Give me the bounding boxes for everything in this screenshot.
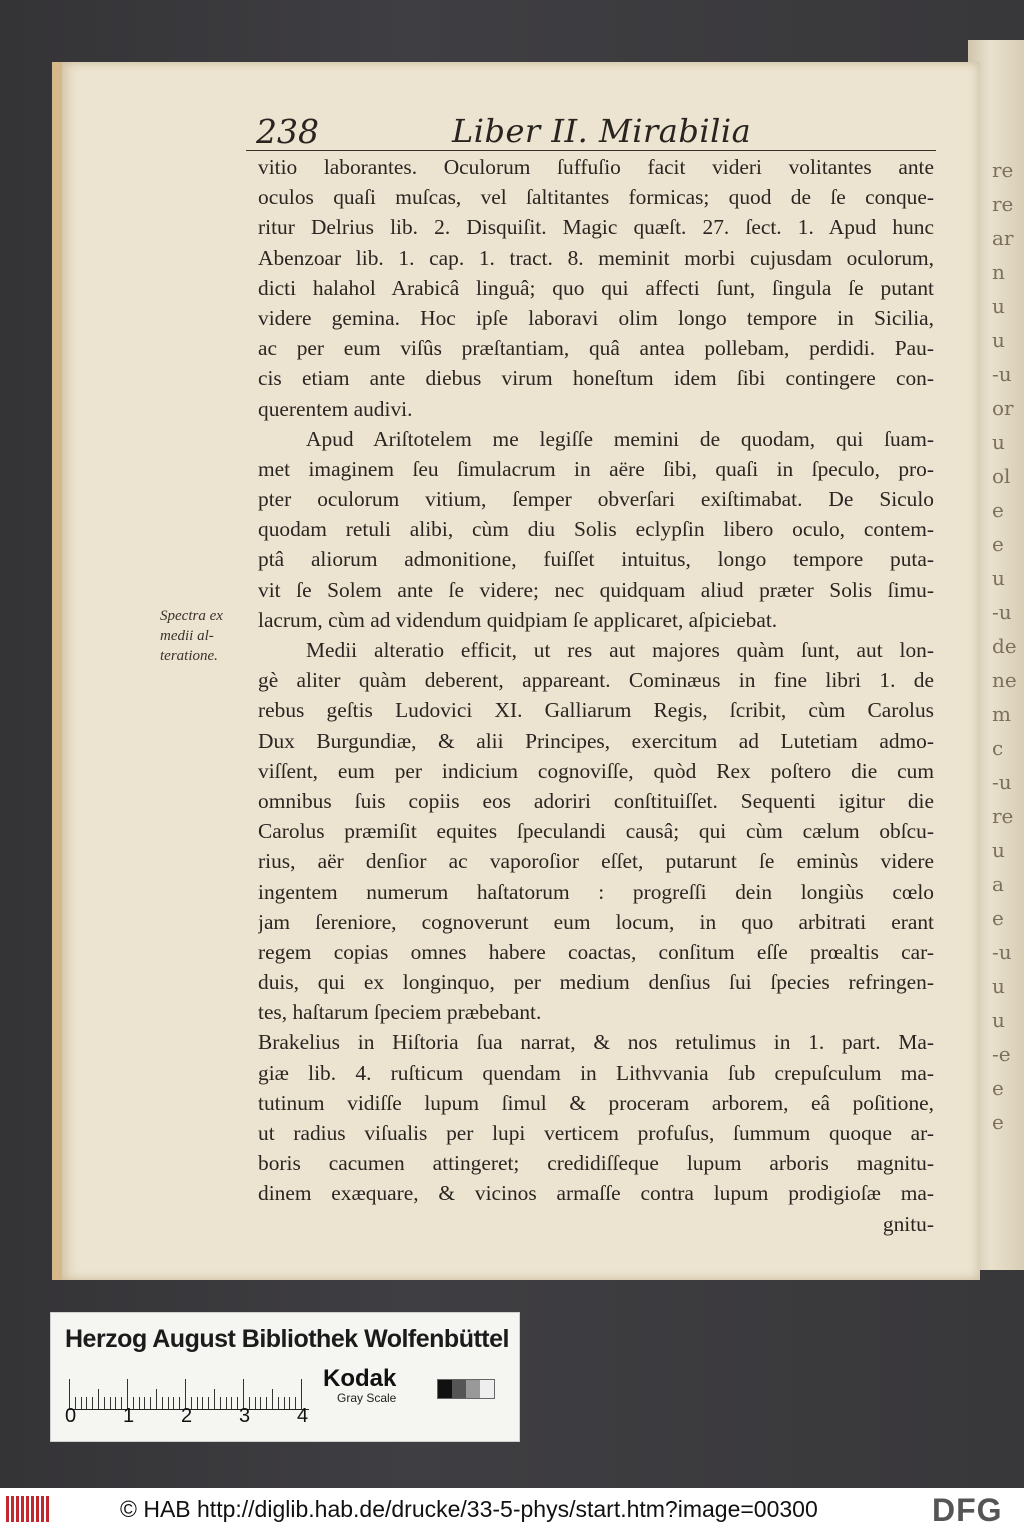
facing-page-fragment: m — [992, 702, 1011, 726]
text-line: videre gemina. Hoc ipſe laboravi olim longo tempore in Sicilia, — [258, 305, 934, 330]
text-line: Dux Burgundiæ, & alii Principes, exercitum ad Lutetiam admo- — [258, 728, 934, 753]
text-line: Abenzoar lib. 1. cap. 1. tract. 8. meminit morbi cujusdam oculorum, — [258, 245, 934, 270]
facing-page-fragment: ol — [992, 464, 1011, 488]
facing-page-fragment: de — [992, 634, 1017, 658]
text-line: ut radius viſualis per lupi verticem profuſus, ſummum quoque ar- — [258, 1121, 934, 1145]
facing-page-fragment: ar — [992, 226, 1014, 250]
text-line: Apud Ariſtotelem me legiſſe memini de quodam, qui ſuam- — [306, 426, 934, 451]
ruler-tick — [139, 1397, 140, 1409]
facing-page-fragment: -u — [992, 940, 1012, 964]
facing-page-fragment: -e — [992, 1042, 1011, 1066]
ruler-tick — [202, 1397, 203, 1409]
facing-page-fragment: n — [992, 260, 1005, 284]
facing-page-fragment: c — [992, 736, 1004, 760]
text-line: gnitu- — [882, 1211, 934, 1236]
facing-page-fragment: u — [992, 328, 1005, 352]
text-line: oculos quaſi muſcas, vel ſaltitantes formicas; quod de ſe conque- — [258, 185, 934, 210]
facing-page-fragment: -u — [992, 362, 1012, 386]
text-line: rius, aër denſior ac vaporoſior eſſet, putarunt ſe eminùs videre — [258, 849, 934, 874]
dfg-logo: DFG — [932, 1492, 1003, 1528]
text-line: tes, haſtarum ſpeciem præbebant. — [258, 1000, 542, 1025]
ruler-tick — [197, 1397, 198, 1409]
ruler-tick — [104, 1397, 105, 1409]
body-text — [258, 152, 934, 1239]
facing-page-fragment: e — [992, 1076, 1004, 1100]
copyright-link[interactable]: © HAB http://diglib.hab.de/drucke/33-5-phys/start.htm?image=00300 — [120, 1496, 818, 1522]
ruler-tick — [156, 1389, 157, 1409]
ruler-tick — [162, 1397, 163, 1409]
margin-note — [160, 606, 252, 666]
ruler-tick — [86, 1397, 87, 1409]
ruler-tick — [92, 1397, 93, 1409]
ruler-tick — [289, 1397, 290, 1409]
ruler-tick — [150, 1397, 151, 1409]
ruler-tick — [98, 1389, 99, 1409]
text-line: Brakelius in Hiſtoria ſua narrat, & nos retulimus in 1. part. Ma- — [258, 1030, 934, 1055]
barcode-icon — [6, 1496, 50, 1522]
facing-page-fragment: re — [992, 804, 1014, 828]
text-line: ptâ aliorum admonitione, fuiſſet intuitus, longo tempore puta- — [258, 547, 934, 572]
gray-scale-patches — [437, 1379, 495, 1399]
text-line: pter oculorum vitium, ſemper obverſari exiſtimabat. De Siculo — [258, 487, 934, 512]
margin-note-line: Spectra ex — [160, 608, 223, 624]
ruler-number: 0 — [65, 1405, 77, 1427]
ruler-tick — [260, 1397, 261, 1409]
facing-page-fragment: re — [992, 192, 1014, 216]
text-line: duis, qui ex longinquo, per medium denſius ſui ſpecies refringen- — [258, 970, 934, 995]
facing-page-fragment: a — [992, 872, 1004, 896]
text-line: vit ſe Solem ante ſe videre; nec quidquam aliud præter Solis ſimu- — [258, 577, 934, 602]
text-line: cis etiam ante diebus virum honeſtum idem ſibi contingere con- — [258, 366, 934, 391]
page-header — [246, 110, 936, 151]
margin-note-line: teratione. — [160, 648, 218, 664]
kodak-logo: Kodak — [323, 1365, 397, 1392]
text-line: Carolus præmiſit equites ſpeculandi causâ; qui cùm cælum obſcu- — [258, 819, 934, 844]
ruler-tick — [115, 1397, 116, 1409]
running-head: Liber II. Mirabilia — [452, 112, 752, 150]
ruler-tick — [173, 1397, 174, 1409]
facing-page-fragment: e — [992, 1110, 1004, 1134]
facing-page-fragment: u — [992, 838, 1005, 862]
text-line: querentem audivi. — [258, 396, 413, 421]
text-line: Medii alteratio efficit, ut res aut majores quàm ſunt, aut lon- — [306, 638, 934, 662]
text-line: dicti halahol Arabicâ linguâ; quo qui affecti ſunt, ſingula ſe putant — [258, 275, 934, 300]
ruler-tick — [266, 1397, 267, 1409]
facing-page-fragment: e — [992, 532, 1004, 556]
margin-note-line: medii al- — [160, 628, 214, 644]
text-line: met imaginem ſeu ſimulacrum in aëre ſibi, quaſi in ſpeculo, pro- — [258, 456, 934, 481]
page-number: 238 — [256, 112, 319, 151]
ruler-tick — [255, 1397, 256, 1409]
ruler-number: 2 — [181, 1405, 193, 1427]
facing-page-fragment: e — [992, 906, 1004, 930]
facing-page-fragment: e — [992, 498, 1004, 522]
facing-page-fragment: u — [992, 1008, 1005, 1032]
library-name: Herzog August Bibliothek Wolfenbüttel — [65, 1325, 509, 1353]
text-line: viſſent, eum per indicium cognoviſſe, quòd Rex poſtero die cum — [258, 758, 934, 783]
footer-bar — [0, 1488, 1024, 1529]
library-label-card — [50, 1312, 520, 1442]
text-line: lacrum, cùm ad videndum quidpiam ſe applicaret, aſpiciebat. — [258, 607, 778, 632]
text-line: vitio laborantes. Oculorum ſuffuſio facit videri volitantes ante — [258, 155, 934, 179]
text-line: ac per eum viſûs præſtantiam, quâ antea pollebam, perdidi. Pau- — [258, 336, 934, 361]
text-line: giæ lib. 4. ruſticum quendam in Lithvvania ſub crepuſculum ma- — [258, 1060, 934, 1085]
ruler-tick — [272, 1389, 273, 1409]
text-line: omnibus ſuis copiis eos adoriri conſtituiſſet. Sequenti igitur die — [258, 788, 934, 813]
text-line: regem copias omnes habere coactas, conſitum eſſe prœaltis car- — [258, 939, 934, 964]
ruler-tick — [81, 1397, 82, 1409]
ruler-tick — [226, 1397, 227, 1409]
ruler-tick — [284, 1397, 285, 1409]
ruler-tick — [220, 1397, 221, 1409]
ruler-number: 3 — [239, 1405, 251, 1427]
gray-scale-label: Gray Scale — [337, 1391, 397, 1405]
facing-page-fragment: u — [992, 430, 1005, 454]
facing-page-fragment: u — [992, 566, 1005, 590]
ruler-tick — [208, 1397, 209, 1409]
facing-page-fragment: ne — [992, 668, 1017, 692]
ruler-number: 1 — [123, 1405, 135, 1427]
facing-page-fragment: u — [992, 294, 1005, 318]
facing-page-fragment: or — [992, 396, 1014, 420]
text-line: gè aliter quàm deberent, appareant. Cominæus in fine libri 1. de — [258, 668, 934, 693]
facing-page-fragment: -u — [992, 770, 1012, 794]
ruler-tick — [144, 1397, 145, 1409]
facing-page-fragment: u — [992, 974, 1005, 998]
ruler-tick — [168, 1397, 169, 1409]
text-line: tutinum vidiſſe lupum ſimul & proceram arborem, eâ poſitione, — [258, 1090, 934, 1115]
text-line: ritur Delrius lib. 2. Disquiſit. Magic quæſt. 27. ſect. 1. Apud hunc — [258, 215, 934, 240]
facing-page-fragment: re — [992, 158, 1014, 182]
text-line: dinem exæquare, & vicinos armaſſe contra lupum prodigioſæ ma- — [258, 1181, 934, 1206]
ruler-number: 4 — [297, 1405, 309, 1427]
ruler-tick — [231, 1397, 232, 1409]
facing-page-fragment: -u — [992, 600, 1012, 624]
text-line: jam ſereniore, cognoverunt eum locum, in quo arbitrati erant — [258, 909, 934, 934]
ruler-tick — [278, 1397, 279, 1409]
text-line: ingentem numerum haſtatorum : progreſſi dein longiùs cœlo — [258, 879, 934, 904]
ruler-tick — [110, 1397, 111, 1409]
ruler-tick — [214, 1389, 215, 1409]
text-line: quodam retuli alibi, cùm diu Solis eclypſin libero oculo, contem- — [258, 517, 934, 542]
text-line: boris cacumen attingeret; credidiſſeque lupum arboris magnitu- — [258, 1151, 934, 1176]
text-line: rebus geſtis Ludovici XI. Galliarum Regis, ſcribit, cùm Carolus — [258, 698, 934, 723]
